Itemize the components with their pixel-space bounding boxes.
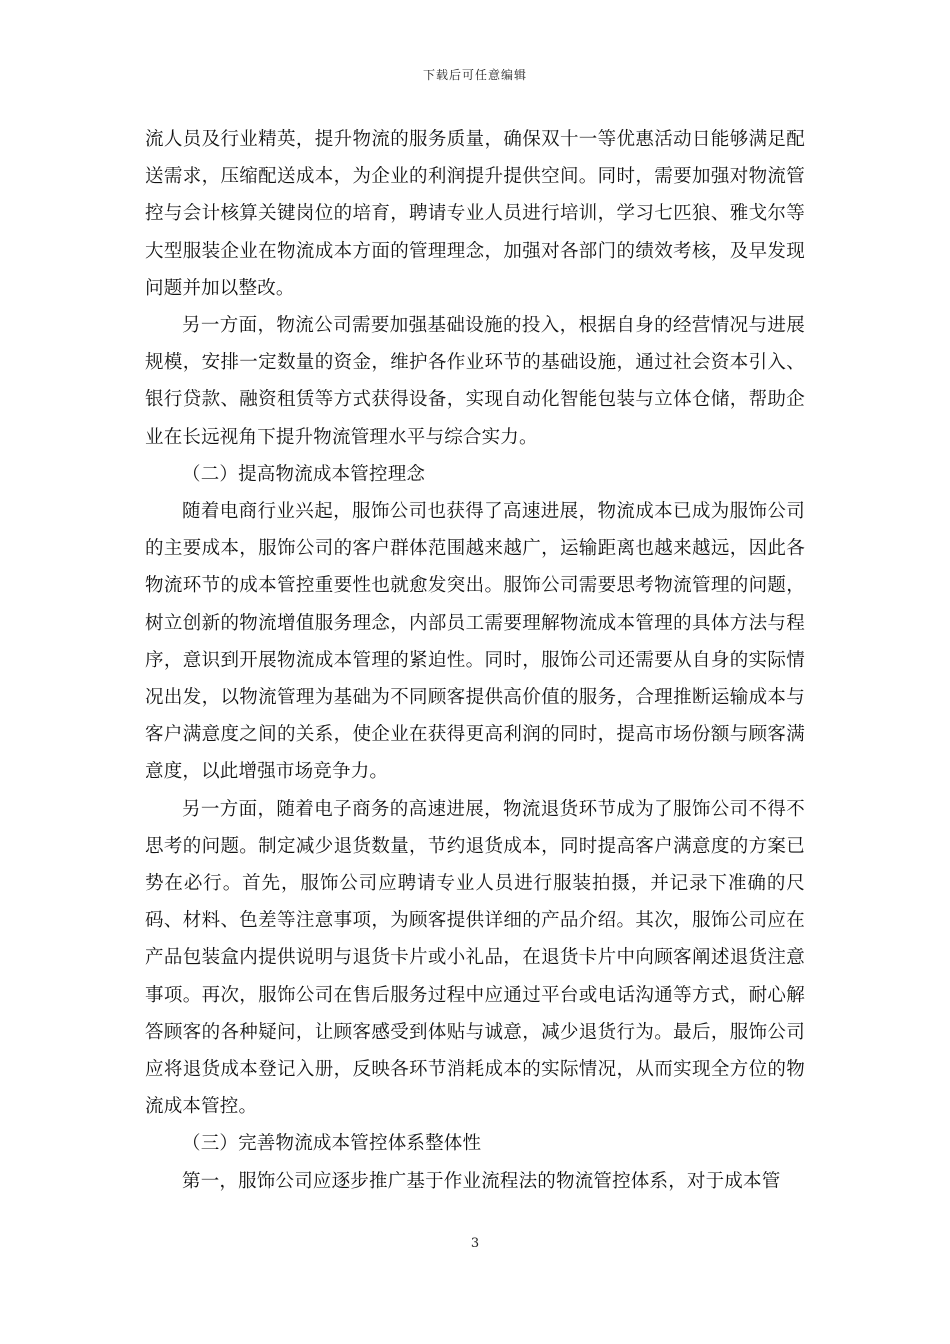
paragraph-continued: 流人员及行业精英，提升物流的服务质量，确保双十一等优惠活动日能够满足配送需求，压缩配送成本，为企业的利润提升提供空间。同时，需要加强对物流管控与会计核算关键岗位的培育，聘请专业人员进行培训，学习七匹狼、雅戈尔等大型服装企业在物流成本方面的管理理念，加强对各部门的绩效考核，及早发现问题并加以整改。 [145, 129, 805, 299]
page-header: 下载后可任意编辑 [422, 68, 527, 82]
page-number: 3 [470, 1236, 480, 1251]
paragraph-first-point: 第一，服饰公司应逐步推广基于作业流程法的物流管控体系，对于成本管 [182, 1170, 781, 1192]
section-heading-2: （二）提高物流成本管控理念 [182, 463, 426, 485]
section-heading-3: （三）完善物流成本管控体系整体性 [182, 1133, 482, 1155]
paragraph-returns: 另一方面，随着电子商务的高速进展，物流退货环节成为了服饰公司不得不思考的问题。制定减少退货数量，节约退货成本，同时提高客户满意度的方案已势在必行。首先，服饰公司应聘请专业人员进行服装拍摄，并记录下准确的尺码、材料、色差等注意事项，为顾客提供详细的产品介绍。其次，服饰公司应在产品包装盒内提供说明与退货卡片或小礼品，在退货卡片中向顾客阐述退货注意事项。再次，服饰公司在售后服务过程中应通过平台或电话沟通等方式，耐心解答顾客的各种疑问，让顾客感受到体贴与诚意，减少退货行为。最后，服饰公司应将退货成本登记入册，反映各环节消耗成本的实际情况，从而实现全方位的物流成本管控。 [145, 798, 805, 1118]
paragraph-ecommerce: 随着电商行业兴起，服饰公司也获得了高速进展，物流成本已成为服饰公司的主要成本，服饰公司的客户群体范围越来越广，运输距离也越来越远，因此各物流环节的成本管控重要性也就愈发突出。服饰公司需要思考物流管理的问题，树立创新的物流增值服务理念，内部员工需要理解物流成本管理的具体方法与程序，意识到开展物流成本管理的紧迫性。同时，服饰公司还需要从自身的实际情况出发，以物流管理为基础为不同顾客提供高价值的服务，合理推断运输成本与客户满意度之间的关系，使企业在获得更高利润的同时，提高市场份额与顾客满意度，以此增强市场竞争力。 [145, 501, 805, 783]
document-body [145, 121, 805, 1200]
paragraph-infrastructure: 另一方面，物流公司需要加强基础设施的投入，根据自身的经营情况与进展规模，安排一定数量的资金，维护各作业环节的基础设施，通过社会资本引入、银行贷款、融资租赁等方式获得设备，实现自动化智能包装与立体仓储，帮助企业在长远视角下提升物流管理水平与综合实力。 [145, 315, 805, 448]
